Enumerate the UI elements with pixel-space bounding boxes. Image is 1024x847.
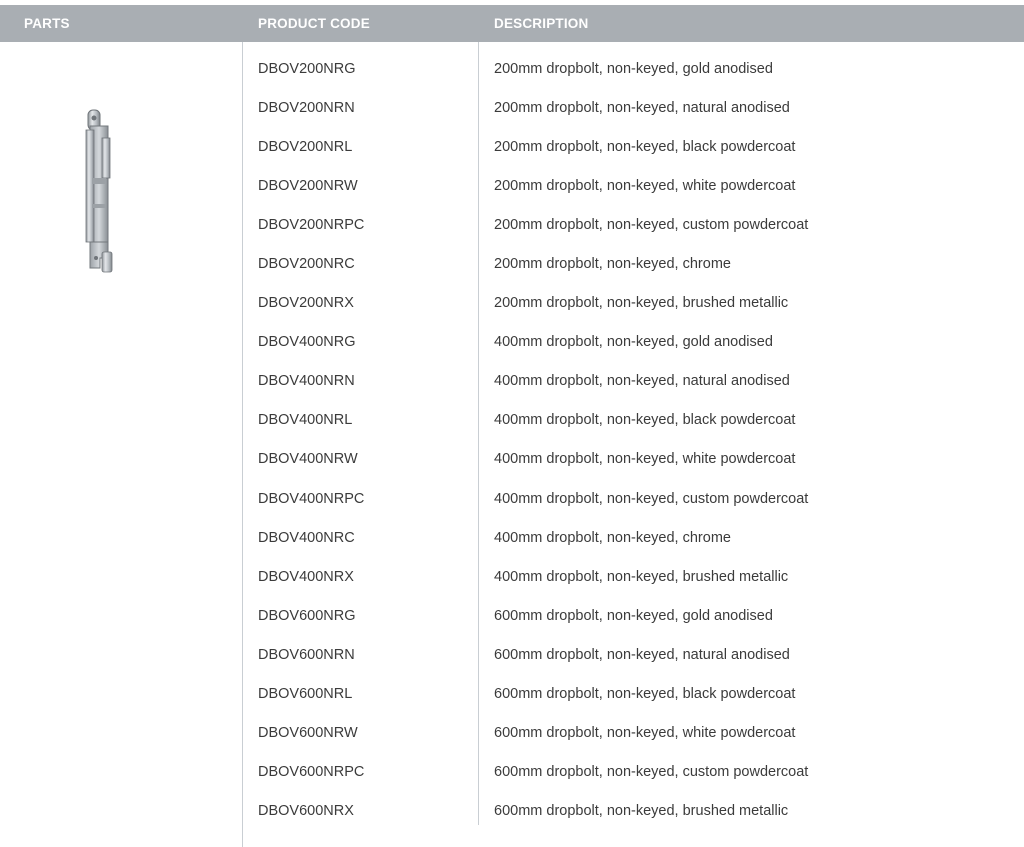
product-code-cell: DBOV600NRX	[258, 802, 354, 819]
table-row	[0, 128, 1024, 167]
table-row	[0, 636, 1024, 675]
description-cell: 600mm dropbolt, non-keyed, custom powdercoat	[494, 763, 809, 780]
description-cell: 400mm dropbolt, non-keyed, gold anodised	[494, 334, 773, 351]
table-row	[0, 519, 1024, 558]
table-row	[0, 167, 1024, 206]
product-code-cell: DBOV400NRN	[258, 373, 355, 390]
product-code-cell: DBOV200NRPC	[258, 217, 365, 234]
product-code-cell: DBOV400NRL	[258, 412, 353, 429]
table-row	[0, 89, 1024, 128]
description-cell: 600mm dropbolt, non-keyed, white powdercoat	[494, 724, 796, 741]
table-row	[0, 753, 1024, 792]
product-code-cell: DBOV200NRX	[258, 295, 354, 312]
header-description: DESCRIPTION	[494, 16, 589, 31]
table-row	[0, 323, 1024, 362]
description-cell: 600mm dropbolt, non-keyed, brushed metallic	[494, 802, 789, 819]
description-cell: 600mm dropbolt, non-keyed, black powdercoat	[494, 685, 796, 702]
description-cell: 200mm dropbolt, non-keyed, chrome	[494, 256, 731, 273]
table-row	[0, 284, 1024, 323]
table-row	[0, 558, 1024, 597]
table-row	[0, 440, 1024, 479]
description-cell: 600mm dropbolt, non-keyed, gold anodised	[494, 607, 773, 624]
description-cell: 200mm dropbolt, non-keyed, brushed metallic	[494, 295, 789, 312]
product-code-cell: DBOV400NRG	[258, 334, 356, 351]
table-row	[0, 362, 1024, 401]
description-cell: 200mm dropbolt, non-keyed, gold anodised	[494, 61, 773, 77]
table-row	[0, 401, 1024, 440]
description-cell: 200mm dropbolt, non-keyed, black powdercoat	[494, 139, 796, 156]
description-cell: 400mm dropbolt, non-keyed, chrome	[494, 529, 731, 546]
description-cell: 200mm dropbolt, non-keyed, natural anodised	[494, 100, 790, 117]
table-row	[0, 675, 1024, 714]
product-code-cell: DBOV200NRC	[258, 256, 355, 273]
description-cell: 200mm dropbolt, non-keyed, white powdercoat	[494, 178, 796, 195]
product-code-cell: DBOV200NRL	[258, 139, 353, 156]
table-row	[0, 714, 1024, 753]
description-cell: 200mm dropbolt, non-keyed, custom powdercoat	[494, 217, 809, 234]
table-row	[0, 50, 1024, 89]
product-code-cell: DBOV400NRC	[258, 529, 355, 546]
description-cell: 600mm dropbolt, non-keyed, natural anodised	[494, 646, 790, 663]
description-cell: 400mm dropbolt, non-keyed, custom powdercoat	[494, 490, 809, 507]
header-product-code: PRODUCT CODE	[258, 16, 370, 31]
product-code-cell: DBOV600NRG	[258, 607, 356, 624]
description-cell: 400mm dropbolt, non-keyed, natural anodised	[494, 373, 790, 390]
product-code-cell: DBOV400NRW	[258, 451, 358, 468]
table-row	[0, 245, 1024, 284]
product-code-cell: DBOV200NRG	[258, 61, 356, 77]
table-row	[0, 480, 1024, 519]
product-code-cell: DBOV200NRW	[258, 178, 358, 195]
product-table-body	[0, 50, 1024, 831]
header-parts: PARTS	[24, 16, 70, 31]
product-code-cell: DBOV400NRPC	[258, 490, 365, 507]
product-code-cell: DBOV200NRN	[258, 100, 355, 117]
product-code-cell: DBOV600NRW	[258, 724, 358, 741]
product-code-cell: DBOV600NRN	[258, 646, 355, 663]
description-cell: 400mm dropbolt, non-keyed, brushed metallic	[494, 568, 789, 585]
description-cell: 400mm dropbolt, non-keyed, white powdercoat	[494, 451, 796, 468]
table-row	[0, 206, 1024, 245]
table-row	[0, 792, 1024, 831]
product-code-cell: DBOV400NRX	[258, 568, 354, 585]
description-cell: 400mm dropbolt, non-keyed, black powdercoat	[494, 412, 796, 429]
table-header	[0, 5, 1024, 42]
table-row	[0, 597, 1024, 636]
product-code-cell: DBOV600NRPC	[258, 763, 365, 780]
product-code-cell: DBOV600NRL	[258, 685, 353, 702]
